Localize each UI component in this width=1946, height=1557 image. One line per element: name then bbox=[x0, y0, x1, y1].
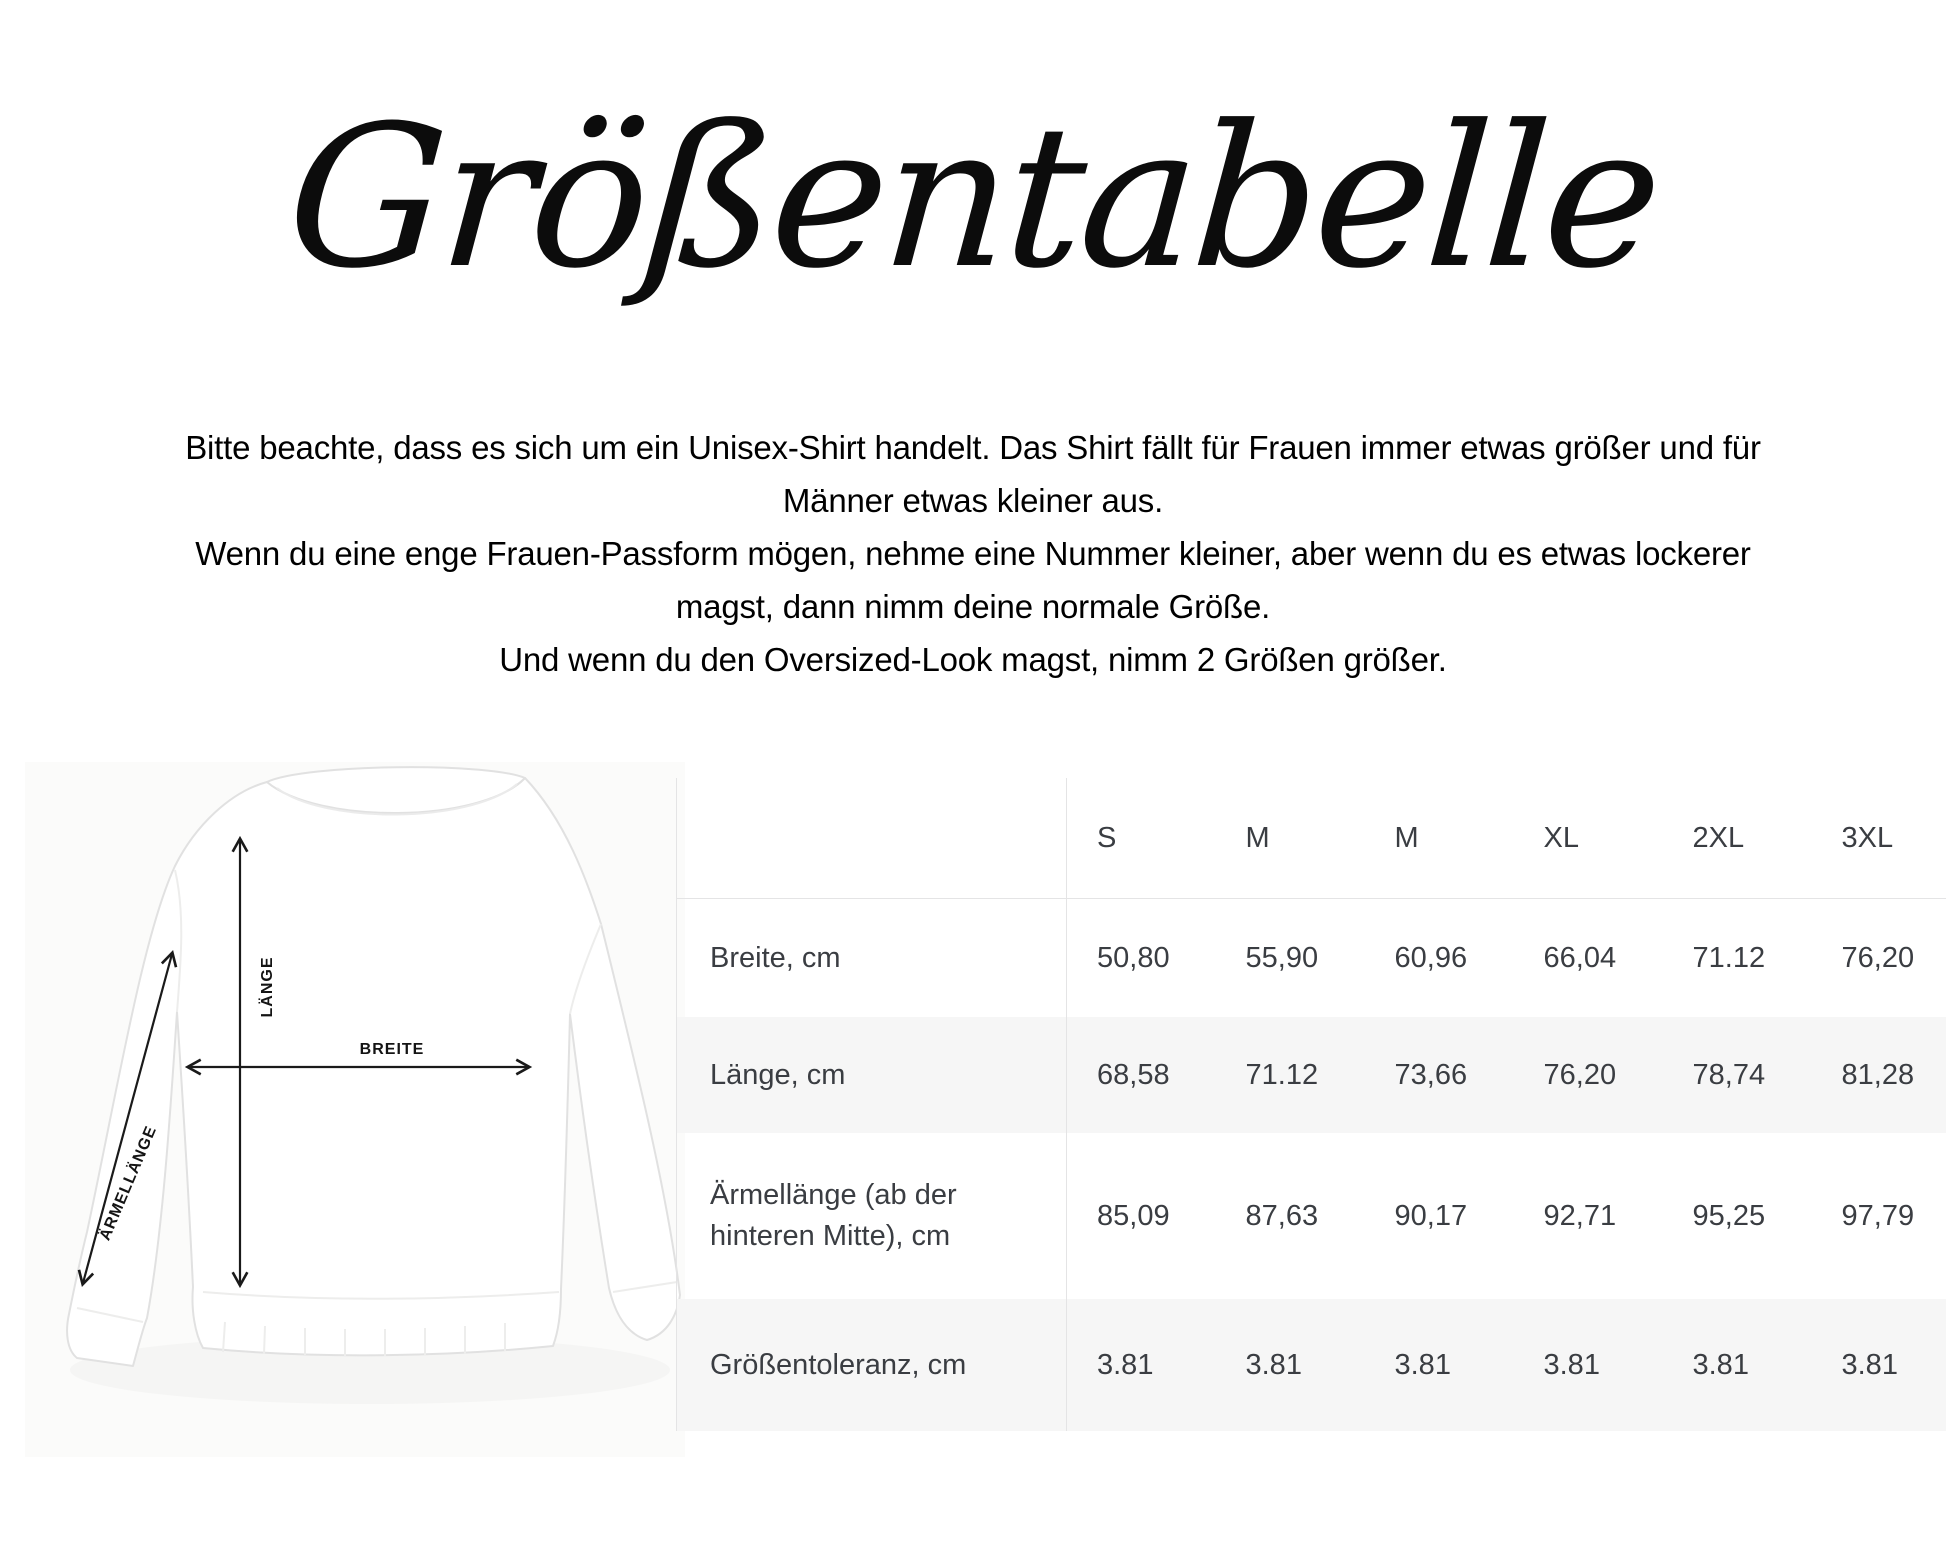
row-label: Größentoleranz, cm bbox=[677, 1299, 1067, 1431]
size-column-header: M bbox=[1216, 778, 1365, 899]
cell-value: 76,20 bbox=[1543, 1058, 1617, 1091]
size-column-header: XL bbox=[1514, 778, 1663, 899]
cell-value: 3.81 bbox=[1245, 1348, 1302, 1381]
cell-value: 3.81 bbox=[1692, 1348, 1749, 1381]
cell-value: 85,09 bbox=[1097, 1199, 1170, 1232]
table-row-breite bbox=[677, 899, 1946, 1018]
cell-value: 68,58 bbox=[1097, 1058, 1170, 1091]
size-column-header: S bbox=[1067, 778, 1216, 899]
row-label: Breite, cm bbox=[677, 899, 1067, 1018]
intro-line: Männer etwas kleiner aus. bbox=[782, 482, 1164, 519]
intro-line: Bitte beachte, dass es sich um ein Unisex-Shirt handelt. Das Shirt fällt für Frauen immer etwas größer und für bbox=[185, 429, 1761, 466]
table-row-laenge bbox=[677, 1017, 1946, 1133]
cell-value: 95,25 bbox=[1692, 1199, 1766, 1232]
size-column-header: M bbox=[1365, 778, 1514, 899]
cell-value: 3.81 bbox=[1543, 1348, 1600, 1381]
intro-text bbox=[0, 421, 1946, 686]
page-title: Größentabelle bbox=[281, 83, 1665, 312]
size-table-grid bbox=[676, 778, 1946, 1431]
cell-value: 97,79 bbox=[1841, 1199, 1915, 1232]
cell-value: 55,90 bbox=[1245, 941, 1319, 974]
sweatshirt-diagram bbox=[25, 762, 685, 1457]
cell-value: 87,63 bbox=[1245, 1199, 1319, 1232]
cell-value: 50,80 bbox=[1097, 941, 1170, 974]
table-row-aermellaenge bbox=[677, 1133, 1946, 1299]
table-row-groessentoleranz bbox=[677, 1299, 1946, 1431]
size-header-row bbox=[677, 778, 1946, 899]
cell-value: 76,20 bbox=[1841, 941, 1915, 974]
sweatshirt-back-photo bbox=[25, 762, 685, 1457]
cell-value: 71.12 bbox=[1245, 1058, 1319, 1091]
size-column-header: 3XL bbox=[1812, 778, 1946, 899]
aermellaenge-label: ÄRMELLÄNGE bbox=[96, 1123, 161, 1244]
intro-line: magst, dann nimm deine normale Größe. bbox=[675, 588, 1271, 625]
row-label: Länge, cm bbox=[677, 1017, 1067, 1133]
intro-line: Wenn du eine enge Frauen-Passform mögen, nehme eine Nummer kleiner, aber wenn du es etwas lockerer bbox=[195, 535, 1751, 572]
row-label: Ärmellänge (ab der hinteren Mitte), cm bbox=[677, 1133, 1067, 1299]
size-table bbox=[676, 778, 1946, 1431]
cell-value: 78,74 bbox=[1692, 1058, 1766, 1091]
cell-value: 92,71 bbox=[1543, 1199, 1617, 1232]
laenge-label: LÄNGE bbox=[259, 956, 276, 1018]
size-header-empty bbox=[677, 778, 1067, 899]
cell-value: 71.12 bbox=[1692, 941, 1766, 974]
cell-value: 90,17 bbox=[1394, 1199, 1468, 1232]
size-column-header: 2XL bbox=[1663, 778, 1812, 899]
cell-value: 81,28 bbox=[1841, 1058, 1915, 1091]
cell-value: 60,96 bbox=[1394, 941, 1468, 974]
cell-value: 3.81 bbox=[1841, 1348, 1898, 1381]
cell-value: 3.81 bbox=[1097, 1348, 1154, 1381]
cell-value: 3.81 bbox=[1394, 1348, 1451, 1381]
cell-value: 73,66 bbox=[1394, 1058, 1468, 1091]
breite-label: BREITE bbox=[359, 1041, 425, 1058]
cell-value: 66,04 bbox=[1543, 941, 1617, 974]
intro-line: Und wenn du den Oversized-Look magst, nimm 2 Größen größer. bbox=[499, 641, 1447, 678]
